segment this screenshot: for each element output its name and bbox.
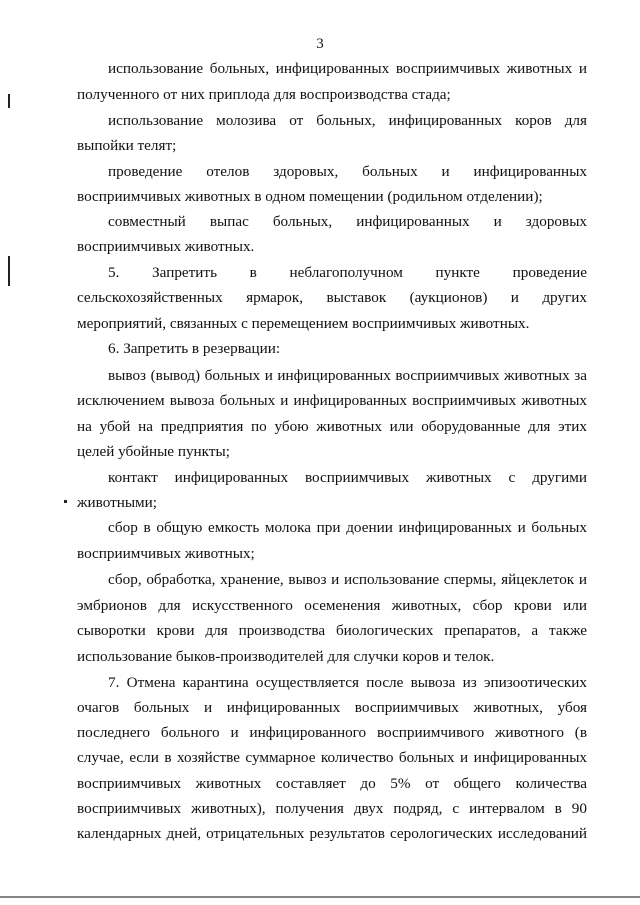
text-line: использование молозива от больных, инфицированных коров для <box>108 112 587 129</box>
text-line: эмбрионов для искусственного осеменения животных, сбор крови или <box>77 597 587 614</box>
text-line: сбор, обработка, хранение, вывоз и использование спермы, яйцеклеток и <box>108 571 587 588</box>
text-line: контакт инфицированных восприимчивых животных с другими <box>108 469 587 486</box>
text-line: животными; <box>77 494 158 511</box>
text-line: использование быков-производителей для случки коров и телок. <box>77 648 495 665</box>
text-line: на убой на предприятия по убою животных или оборудованные для этих <box>77 418 587 435</box>
text-line: случае, если в хозяйстве суммарное количество больных и инфицированных <box>77 749 587 766</box>
text-line: 7. Отмена карантина осуществляется после вывоза из эпизоотических <box>108 674 587 691</box>
text-line: мероприятий, связанных с перемещением восприимчивых животных. <box>77 315 530 332</box>
text-line: восприимчивых животных), получения двух подряд, с интервалом в 90 <box>77 800 587 817</box>
text-line: совместный выпас больных, инфицированных и здоровых <box>108 213 587 230</box>
text-line: восприимчивых животных составляет до 5% от общего количества <box>77 775 587 792</box>
text-line: сельскохозяйственных ярмарок, выставок (аукционов) и других <box>77 289 587 306</box>
text-line: исключением вывоза больных и инфицированных восприимчивых животных <box>77 392 587 409</box>
scan-mark <box>8 256 10 286</box>
text-line: последнего больного и инфицированного восприимчивого животного (в <box>77 724 587 741</box>
text-line: полученного от них приплода для воспроизводства стада; <box>77 86 451 103</box>
text-line: восприимчивых животных. <box>77 238 255 255</box>
scan-mark <box>64 500 67 503</box>
text-line: выпойки телят; <box>77 137 177 154</box>
scan-mark <box>8 94 10 108</box>
text-line: сыворотки крови для производства биологических препаратов, а также <box>77 622 587 639</box>
text-line: восприимчивых животных в одном помещении (родильном отделении); <box>77 188 543 205</box>
text-line: вывоз (вывод) больных и инфицированных восприимчивых животных за <box>108 367 587 384</box>
text-line: очагов больных и инфицированных восприимчивых животных, убоя <box>77 699 587 716</box>
text-line: использование больных, инфицированных восприимчивых животных и <box>108 60 587 77</box>
text-line: проведение отелов здоровых, больных и инфицированных <box>108 163 587 180</box>
text-line: целей убойные пункты; <box>77 443 230 460</box>
text-line: календарных дней, отрицательных результатов серологических исследований <box>77 825 587 842</box>
page-number: 3 <box>316 36 324 52</box>
text-line: 5. Запретить в неблагополучном пункте проведение <box>108 264 587 281</box>
bottom-rule <box>0 896 640 898</box>
text-line: восприимчивых животных; <box>77 545 255 562</box>
text-line: 6. Запретить в резервации: <box>108 340 281 357</box>
text-line: сбор в общую емкость молока при доении инфицированных и больных <box>108 519 587 536</box>
